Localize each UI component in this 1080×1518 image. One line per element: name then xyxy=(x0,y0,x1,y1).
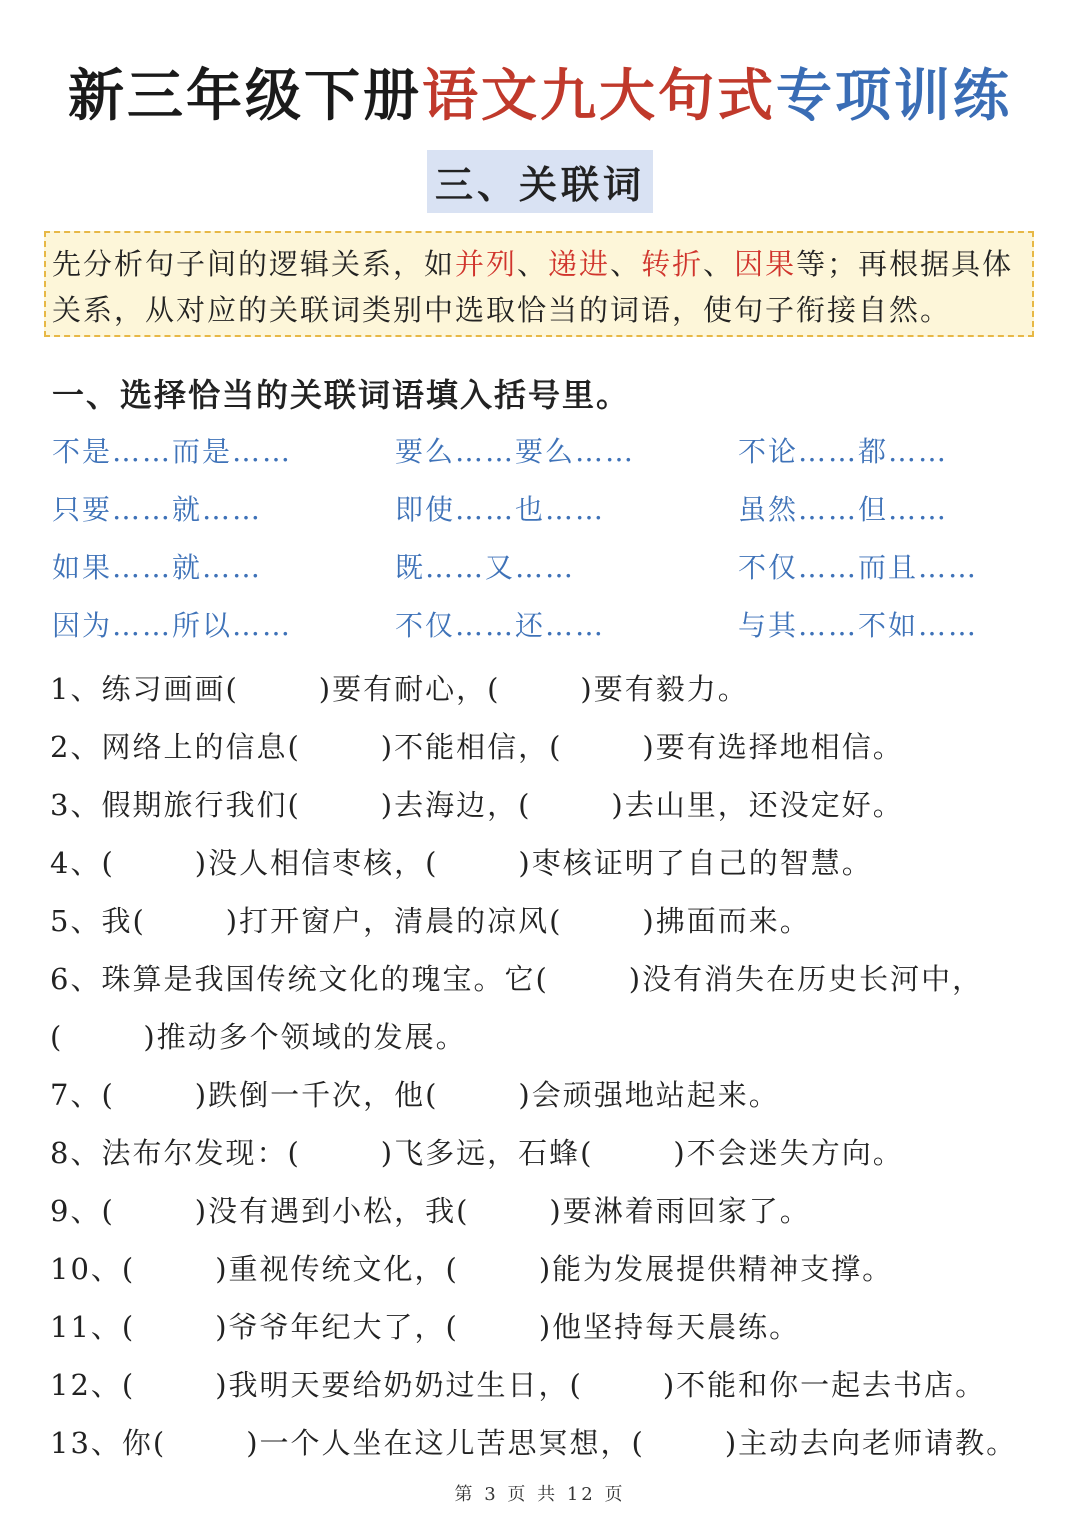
question-text: )不能和你一起去书店。 xyxy=(662,1368,987,1402)
tip-box xyxy=(44,231,1034,337)
question-text: 5、我( xyxy=(50,904,146,938)
tip-highlight-adversative: 转折 xyxy=(641,247,704,281)
question-list xyxy=(50,660,1050,1472)
word-bank-item: 要么……要么…… xyxy=(395,435,636,468)
question-text: 10、( xyxy=(50,1252,136,1286)
question-text: )飞多远，石蜂( xyxy=(380,1136,594,1170)
question-text: )跌倒一千次，他( xyxy=(194,1078,439,1112)
question-text: )我明天要给奶奶过生日，( xyxy=(215,1368,583,1402)
question-10 xyxy=(50,1240,1050,1298)
word-bank-item: 虽然……但…… xyxy=(738,493,949,526)
question-text: 2、网络上的信息( xyxy=(50,730,301,764)
question-13 xyxy=(50,1414,1050,1472)
question-text: )要有耐心，( xyxy=(318,672,501,706)
question-text: )重视传统文化，( xyxy=(215,1252,459,1286)
question-5 xyxy=(50,892,1050,950)
question-text: 6、珠算是我国传统文化的瑰宝。它( xyxy=(50,962,549,996)
question-4 xyxy=(50,834,1050,892)
question-12 xyxy=(50,1356,1050,1414)
question-text: 13、你( xyxy=(50,1426,167,1460)
exercise-heading: 一、选择恰当的关联词语填入括号里。 xyxy=(52,376,631,414)
question-text: )会顽强地站起来。 xyxy=(518,1078,780,1112)
question-text: )拂面而来。 xyxy=(642,904,811,938)
tip-text-pre: 先分析句子间的逻辑关系，如 xyxy=(52,247,456,281)
question-7 xyxy=(50,1066,1050,1124)
word-bank-item: 只要……就…… xyxy=(52,493,263,526)
word-bank-item: 因为……所以…… xyxy=(52,609,293,642)
question-text: 4、( xyxy=(50,846,115,880)
question-text: )主动去向老师请教。 xyxy=(724,1426,1018,1460)
tip-text-post: 等；再根据具体关系，从对应的关联词类别中选取恰当的词语，使句子衔接自然。 xyxy=(52,247,1014,327)
question-text: )枣核证明了自己的智慧。 xyxy=(518,846,873,880)
question-text: ( xyxy=(50,1020,64,1054)
title-part-2: 语文九大句式 xyxy=(422,63,776,129)
tip-highlight-progressive: 递进 xyxy=(548,247,611,281)
question-text: 7、( xyxy=(50,1078,115,1112)
question-text: )爷爷年纪大了，( xyxy=(215,1310,459,1344)
title-part-3: 专项训练 xyxy=(776,63,1012,129)
word-bank-item: 既……又…… xyxy=(395,551,576,584)
question-text: 9、( xyxy=(50,1194,115,1228)
question-text: )能为发展提供精神支撑。 xyxy=(538,1252,894,1286)
question-6 xyxy=(50,950,1050,1008)
section-subtitle: 三、关联词 xyxy=(427,150,653,213)
question-text: )要有选择地相信。 xyxy=(642,730,904,764)
word-bank-item: 与其……不如…… xyxy=(738,609,979,642)
question-text: )要有毅力。 xyxy=(580,672,749,706)
question-text: 12、( xyxy=(50,1368,136,1402)
question-text: )没人相信枣核，( xyxy=(194,846,439,880)
question-text: )打开窗户，清晨的凉风( xyxy=(225,904,563,938)
word-bank-item: 如果……就…… xyxy=(52,551,263,584)
word-bank-item: 不是……而是…… xyxy=(52,435,293,468)
question-8 xyxy=(50,1124,1050,1182)
word-bank-item: 不论……都…… xyxy=(738,435,949,468)
word-bank-item: 即使……也…… xyxy=(395,493,606,526)
question-text: 11、( xyxy=(50,1310,136,1344)
question-text: )去山里，还没定好。 xyxy=(611,788,904,822)
tip-highlight-causal: 因果 xyxy=(734,247,797,281)
question-6-continued xyxy=(50,1008,1050,1066)
title-part-1: 新三年级下册 xyxy=(68,63,422,129)
tip-separator: 、 xyxy=(517,247,549,281)
question-text: )不会迷失方向。 xyxy=(673,1136,904,1170)
tip-highlight-parallel: 并列 xyxy=(455,247,518,281)
question-text: 8、法布尔发现：( xyxy=(50,1136,301,1170)
question-text: )不能相信，( xyxy=(380,730,563,764)
tip-separator: 、 xyxy=(610,247,642,281)
question-text: )他坚持每天晨练。 xyxy=(538,1310,801,1344)
question-2 xyxy=(50,718,1050,776)
word-bank-item: 不仅……而且…… xyxy=(738,551,979,584)
question-1 xyxy=(50,660,1050,718)
word-bank-item: 不仅……还…… xyxy=(395,609,606,642)
question-text: )推动多个领域的发展。 xyxy=(143,1020,467,1054)
question-text: 1、练习画画( xyxy=(50,672,239,706)
question-text: 3、假期旅行我们( xyxy=(50,788,301,822)
page-title xyxy=(0,52,1080,132)
question-text: )一个人坐在这儿苦思冥想，( xyxy=(246,1426,645,1460)
question-text: )去海边，( xyxy=(380,788,532,822)
question-9 xyxy=(50,1182,1050,1240)
tip-separator: 、 xyxy=(703,247,735,281)
question-3 xyxy=(50,776,1050,834)
question-text: )要淋着雨回家了。 xyxy=(549,1194,811,1228)
page-number: 第 3 页 共 12 页 xyxy=(454,1484,626,1505)
question-text: )没有遇到小松，我( xyxy=(194,1194,470,1228)
question-11 xyxy=(50,1298,1050,1356)
question-text: )没有消失在历史长河中， xyxy=(628,962,984,996)
